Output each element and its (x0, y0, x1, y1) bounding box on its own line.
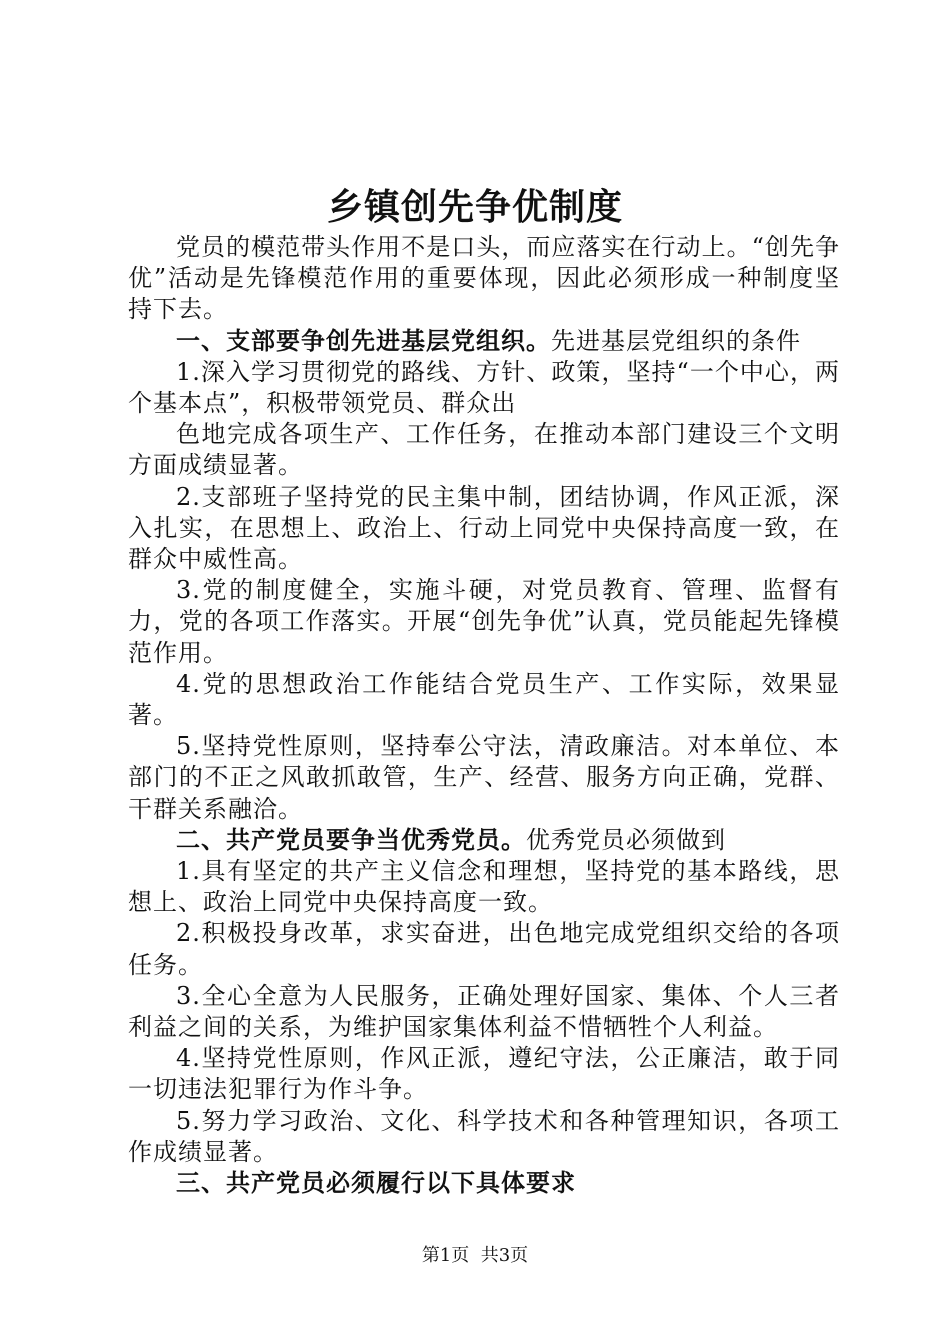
section-2-lead: 优秀党员必须做到 (526, 825, 726, 854)
section-1-heading: 一、支部要争创先进基层党组织。 (176, 326, 551, 355)
page-title: 乡镇创先争优制度 (326, 187, 623, 228)
intro-paragraph: 党员的模范带头作用不是口头，而应落实在行动上。“创先争优”活动是先锋模范作用的重要体现，因此必须形成一种制度坚持下去。 (128, 233, 840, 324)
document-body (128, 232, 840, 1199)
page-total: 共3页 (480, 1245, 529, 1266)
section-2-item: 1.具有坚定的共产主义信念和理想，坚持党的基本路线，思想上、政治上同党中央保持高度一致。 (128, 857, 840, 917)
section-2-item: 4.坚持党性原则，作风正派，遵纪守法，公正廉洁，敢于同一切违法犯罪行为作斗争。 (128, 1044, 840, 1104)
section-2-heading-line (128, 825, 840, 856)
section-1-item: 4.党的思想政治工作能结合党员生产、工作实际，效果显著。 (128, 669, 840, 730)
section-1-item: 3.党的制度健全，实施斗硬，对党员教育、管理、监督有力，党的各项工作落实。开展“创先争优”认真，党员能起先锋模范作用。 (128, 576, 840, 667)
section-2-heading: 二、共产党员要争当优秀党员。 (176, 825, 526, 854)
page-footer (0, 1244, 950, 1268)
section-2-item: 5.努力学习政治、文化、科学技术和各种管理知识，各项工作成绩显著。 (128, 1106, 840, 1166)
section-1-item: 2.支部班子坚持党的民主集中制，团结协调，作风正派，深入扎实，在思想上、政治上、行动上同党中央保持高度一致，在群众中威性高。 (128, 482, 840, 574)
section-1-heading-line (128, 326, 840, 357)
section-2-item: 2.积极投身改革，求实奋进，出色地完成党组织交给的各项任务。 (128, 919, 840, 979)
section-1-lead: 先进基层党组织的条件 (551, 326, 801, 355)
section-1-item: 色地完成各项生产、工作任务，在推动本部门建设三个文明方面成绩显著。 (128, 420, 840, 480)
section-1-item: 5.坚持党性原则，坚持奉公守法，清政廉洁。对本单位、本部门的不正之风敢抓敢管，生产、经营、服务方向正确，党群、干群关系融洽。 (128, 732, 840, 823)
section-3-heading: 三、共产党员必须履行以下具体要求 (176, 1169, 576, 1198)
section-1-item: 1.深入学习贯彻党的路线、方针、政策，坚持“一个中心，两个基本点”，积极带领党员、群众出 (128, 357, 840, 418)
page-number: 第1页 (421, 1245, 470, 1266)
section-2-item: 3.全心全意为人民服务，正确处理好国家、集体、个人三者利益之间的关系，为维护国家集体利益不惜牺牲个人利益。 (128, 981, 840, 1042)
